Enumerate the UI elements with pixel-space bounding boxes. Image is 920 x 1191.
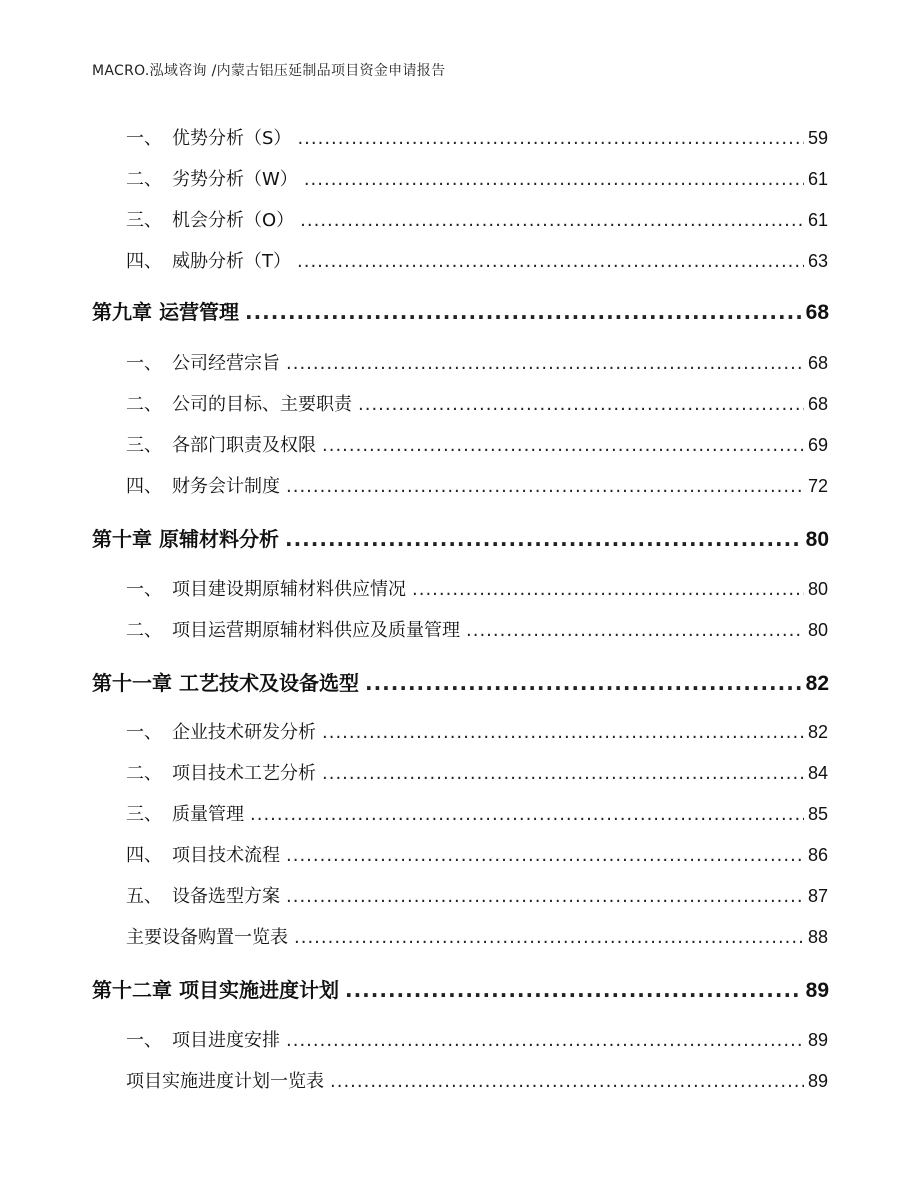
toc-section-entry[interactable]	[0, 923, 828, 949]
toc-dot-leader	[466, 620, 804, 641]
toc-entry-number: 四、	[126, 476, 162, 497]
toc-dot-leader	[286, 886, 804, 907]
toc-page-number: 85	[807, 804, 828, 824]
toc-section-entry[interactable]	[0, 349, 828, 375]
toc-entry-number: 二、	[126, 394, 162, 415]
toc-section-entry[interactable]	[0, 841, 828, 867]
toc-entry-title: 优势分析（S）	[172, 128, 292, 149]
toc-section-entry[interactable]	[0, 575, 828, 601]
toc-entry-label	[126, 431, 316, 457]
toc-page-number: 63	[807, 251, 828, 271]
toc-entry-number: 五、	[126, 886, 162, 907]
toc-page-number: 80	[807, 579, 828, 599]
toc-entry-label	[126, 247, 291, 273]
toc-page-number: 68	[807, 394, 828, 414]
toc-dot-leader	[330, 1071, 804, 1092]
toc-entry-label	[126, 575, 406, 601]
toc-entry-title: 项目实施进度计划一览表	[126, 1071, 324, 1092]
toc-section-entry[interactable]	[0, 800, 828, 826]
toc-entry-label	[126, 841, 280, 867]
toc-entry-title: 质量管理	[172, 804, 244, 825]
toc-entry-title: 公司的目标、主要职责	[172, 394, 352, 415]
toc-entry-title: 威胁分析（T）	[172, 251, 291, 272]
toc-page-number: 80	[805, 528, 829, 551]
toc-entry-number: 二、	[126, 620, 162, 641]
toc-entry-number: 二、	[126, 763, 162, 784]
toc-entry-title: 公司经营宗旨	[172, 353, 280, 374]
toc-entry-title: 财务会计制度	[172, 476, 280, 497]
toc-entry-title: 项目技术工艺分析	[172, 763, 316, 784]
toc-page-number: 72	[807, 476, 828, 496]
toc-entry-label	[126, 616, 460, 642]
toc-dot-leader	[245, 300, 802, 324]
toc-dot-leader	[285, 527, 802, 551]
toc-page-number: 88	[807, 927, 828, 947]
toc-dot-leader	[345, 978, 802, 1002]
toc-entry-label	[92, 974, 339, 1003]
toc-section-entry[interactable]	[0, 616, 828, 642]
toc-entry-number: 三、	[126, 210, 162, 231]
toc-page-number: 89	[807, 1071, 828, 1091]
toc-entry-number: 一、	[126, 1030, 162, 1051]
toc-section-entry[interactable]	[0, 1026, 828, 1052]
toc-entry-label	[126, 349, 280, 375]
toc-dot-leader	[358, 394, 804, 415]
toc-entry-number: 三、	[126, 804, 162, 825]
toc-entry-title: 第九章 运营管理	[92, 300, 239, 324]
toc-section-entry[interactable]	[0, 1067, 828, 1093]
toc-entry-number: 一、	[126, 353, 162, 374]
toc-page-number: 86	[807, 845, 828, 865]
toc-dot-leader	[297, 251, 804, 272]
toc-dot-leader	[322, 763, 804, 784]
toc-dot-leader	[286, 845, 804, 866]
toc-entry-label	[126, 1067, 324, 1093]
toc-entry-title: 主要设备购置一览表	[126, 927, 288, 948]
toc-entry-title: 第十二章 项目实施进度计划	[92, 978, 339, 1002]
toc-entry-title: 机会分析（O）	[172, 210, 295, 231]
toc-page-number: 89	[807, 1030, 828, 1050]
toc-chapter-entry[interactable]	[0, 667, 829, 696]
toc-entry-label	[92, 296, 239, 325]
toc-chapter-entry[interactable]	[0, 296, 829, 325]
toc-entry-title: 项目技术流程	[172, 845, 280, 866]
toc-entry-title: 设备选型方案	[172, 886, 280, 907]
toc-entry-number: 四、	[126, 251, 162, 272]
toc-page-number: 68	[805, 301, 829, 324]
toc-dot-leader	[294, 927, 804, 948]
page-header: MACRO.泓域咨询 /内蒙古铝压延制品项目资金申请报告	[92, 63, 446, 79]
toc-entry-title: 项目运营期原辅材料供应及质量管理	[172, 620, 460, 641]
toc-page-number: 68	[807, 353, 828, 373]
toc-page-number: 61	[807, 169, 828, 189]
toc-section-entry[interactable]	[0, 472, 828, 498]
toc-entry-label	[126, 923, 288, 949]
toc-page-number: 84	[807, 763, 828, 783]
toc-section-entry[interactable]	[0, 759, 828, 785]
toc-dot-leader	[304, 169, 804, 190]
toc-entry-number: 一、	[126, 722, 162, 743]
toc-entry-label	[126, 718, 316, 744]
toc-dot-leader	[286, 1030, 804, 1051]
toc-page-number: 89	[805, 979, 829, 1002]
toc-section-entry[interactable]	[0, 882, 828, 908]
toc-dot-leader	[297, 128, 804, 149]
toc-section-entry[interactable]	[0, 718, 828, 744]
toc-dot-leader	[286, 476, 804, 497]
toc-page-number: 59	[807, 128, 828, 148]
toc-chapter-entry[interactable]	[0, 523, 829, 552]
toc-entry-label	[126, 165, 298, 191]
toc-dot-leader	[322, 722, 804, 743]
toc-dot-leader	[412, 579, 804, 600]
toc-dot-leader	[300, 210, 804, 231]
toc-section-entry[interactable]	[0, 390, 828, 416]
toc-entry-title: 项目进度安排	[172, 1030, 280, 1051]
toc-entry-label	[126, 800, 244, 826]
toc-entry-title: 第十一章 工艺技术及设备选型	[92, 671, 359, 695]
toc-section-entry[interactable]	[0, 247, 828, 273]
toc-section-entry[interactable]	[0, 206, 828, 232]
toc-entry-label	[92, 667, 359, 696]
toc-entry-title: 第十章 原辅材料分析	[92, 527, 279, 551]
toc-entry-label	[126, 124, 291, 150]
toc-dot-leader	[322, 435, 804, 456]
toc-entry-title: 劣势分析（W）	[172, 169, 298, 190]
toc-entry-label	[126, 1026, 280, 1052]
toc-section-entry[interactable]	[0, 431, 828, 457]
toc-entry-label	[126, 472, 280, 498]
toc-dot-leader	[286, 353, 804, 374]
toc-entry-number: 二、	[126, 169, 162, 190]
toc-entry-label	[126, 882, 280, 908]
toc-entry-label	[92, 523, 279, 552]
toc-entry-title: 项目建设期原辅材料供应情况	[172, 579, 406, 600]
toc-entry-number: 一、	[126, 579, 162, 600]
toc-page-number: 80	[807, 620, 828, 640]
toc-entry-number: 三、	[126, 435, 162, 456]
toc-dot-leader	[250, 804, 804, 825]
toc-entry-label	[126, 759, 316, 785]
toc-section-entry[interactable]	[0, 124, 828, 150]
toc-entry-label	[126, 390, 352, 416]
toc-page-number: 82	[805, 672, 829, 695]
toc-chapter-entry[interactable]	[0, 974, 829, 1003]
toc-entry-number: 一、	[126, 128, 162, 149]
toc-entry-title: 企业技术研发分析	[172, 722, 316, 743]
toc-entry-number: 四、	[126, 845, 162, 866]
toc-entry-title: 各部门职责及权限	[172, 435, 316, 456]
toc-page-number: 61	[807, 210, 828, 230]
toc-section-entry[interactable]	[0, 165, 828, 191]
toc-page-number: 82	[807, 722, 828, 742]
toc-page-number: 87	[807, 886, 828, 906]
toc-entry-label	[126, 206, 294, 232]
toc-dot-leader	[365, 671, 802, 695]
toc-page-number: 69	[807, 435, 828, 455]
